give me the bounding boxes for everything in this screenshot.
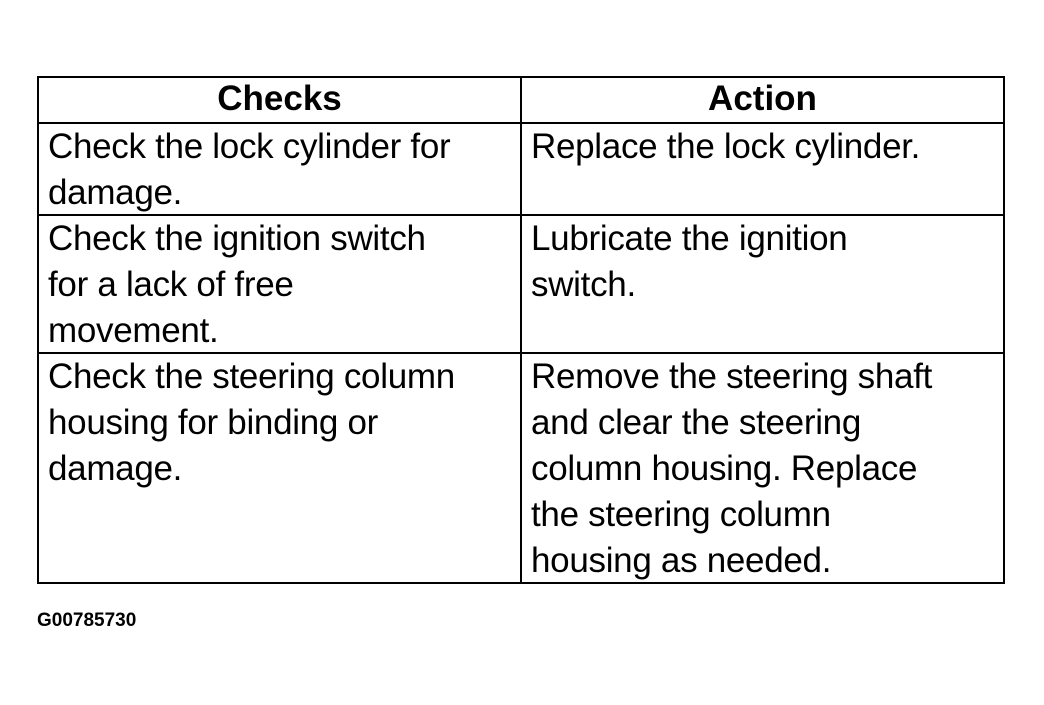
row-3-check-text: Check the steering column housing for binding or damage.: [48, 357, 455, 488]
row-3-action-cell: [522, 354, 1003, 582]
row-3-check-cell: [39, 354, 522, 582]
row-2-check-cell: [39, 216, 522, 354]
row-1-action-cell: [522, 124, 1003, 216]
header-action: [522, 78, 1003, 124]
figure-id-caption: G00785730: [37, 610, 137, 631]
row-2-check-text: Check the ignition switch for a lack of free movement.: [48, 219, 426, 350]
header-checks-label: Checks: [217, 79, 342, 118]
row-1-check-text: Check the lock cylinder for damage.: [48, 127, 451, 212]
header-checks: [39, 78, 522, 124]
checks-action-table: [37, 76, 1005, 584]
row-2-action-cell: [522, 216, 1003, 354]
header-action-label: Action: [708, 79, 817, 118]
row-1-check-cell: [39, 124, 522, 216]
row-3-action-text: Remove the steering shaft and clear the steering column housing. Replace the steering column housing as needed.: [531, 357, 933, 580]
row-1-action-text: Replace the lock cylinder.: [531, 127, 921, 166]
row-2-action-text: Lubricate the ignition switch.: [531, 219, 848, 304]
